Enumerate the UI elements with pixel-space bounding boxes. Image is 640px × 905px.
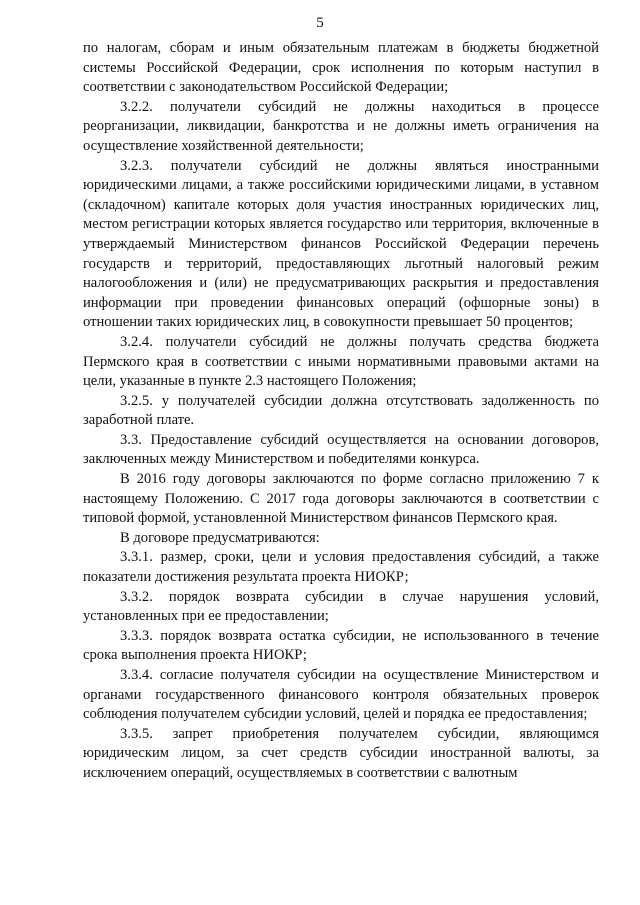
paragraph-contract-provisions: В договоре предусматриваются: xyxy=(120,529,320,546)
paragraph-3-3-3: 3.3.3. порядок возврата остатка субсидии, не использованного в течение срока выполнения проекта НИОКР; xyxy=(83,627,599,664)
paragraph-3-3-5: 3.3.5. запрет приобретения получателем субсидии, являющимся юридическим лицом, за счет средств субсидии иностранной валюты, за исключением операций, осуществляемых в соответствии с валютным xyxy=(83,725,599,781)
paragraph-3-2-5: 3.2.5. у получателей субсидии должна отсутствовать задолженность по заработной плате. xyxy=(83,392,599,429)
paragraph-2016-contracts: В 2016 году договоры заключаются по форме согласно приложению 7 к настоящему Положению. С 2017 года договоры заключаются в соответствии с типовой формой, установленной Министерством финансов Пермского края. xyxy=(83,471,599,527)
paragraph-3-3-2: 3.3.2. порядок возврата субсидии в случае нарушения условий, установленных при ее предоставлении; xyxy=(83,588,599,625)
paragraph-3-3-1: 3.3.1. размер, сроки, цели и условия предоставления субсидий, а также показатели достижения результата проекта НИОКР; xyxy=(83,549,599,586)
paragraph-3-2-2: 3.2.2. получатели субсидий не должны находиться в процессе реорганизации, ликвидации, банкротства и не должны иметь ограничения на осуществление хозяйственной деятельности; xyxy=(83,98,599,154)
paragraph-3-2-4: 3.2.4. получатели субсидий не должны получать средства бюджета Пермского края в соответствии с иными нормативными правовыми актами на цели, указанные в пункте 2.3 настоящего Положения; xyxy=(83,333,599,390)
paragraph-3-3-4: 3.3.4. согласие получателя субсидии на осуществление Министерством и органами государственного финансового контроля обязательных проверок соблюдения получателем субсидии условий, целей и порядка ее предоставления; xyxy=(83,667,599,723)
page-number: 5 xyxy=(316,15,324,31)
paragraph-3-3: 3.3. Предоставление субсидий осуществляется на основании договоров, заключенных между Министерством и победителями конкурса. xyxy=(83,431,599,468)
paragraph-3-2-3: 3.2.3. получатели субсидий не должны являться иностранными юридическими лицами, а также российскими юридическими лицами, в уставном (складочном) капитале которых доля участия иностранных юридических лиц, местом регистрации которых является государство или территория, включенные в утверждаемый Министерством финансов Российской Федерации перечень государств и территорий, предоставляющих льготный налоговый режим налогообложения и (или) не предусматривающих раскрытия и предоставления информации при проведении финансовых операций (офшорные зоны) в отношении таких юридических лиц, в совокупности превышает 50 процентов; xyxy=(83,157,599,331)
document-body xyxy=(83,39,599,784)
paragraph-tax-obligations: по налогам, сборам и иным обязательным платежам в бюджеты бюджетной системы Российской Федерации, срок исполнения по которым наступил в соответствии с законодательством Российской Федерации; xyxy=(83,40,599,96)
